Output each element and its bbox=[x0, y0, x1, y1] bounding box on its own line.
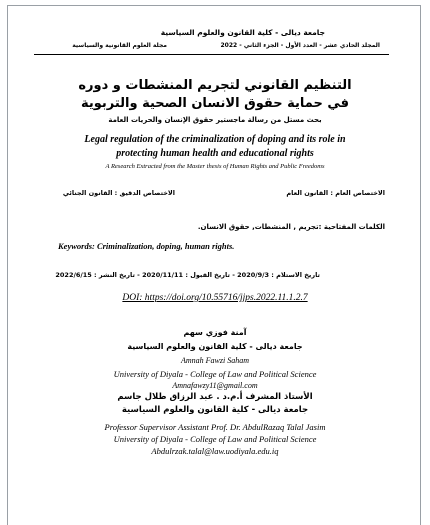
author-email[interactable]: Amnafawzy11@gmail.com bbox=[172, 381, 258, 390]
doi-link-text[interactable]: DOI: https://doi.org/10.55716/jjps.2022.11.1.2.7 bbox=[122, 293, 308, 303]
specialization-general: الاختصاص العام : القانون العام bbox=[286, 189, 385, 197]
title-english-line2: protecting human health and educational rights bbox=[116, 148, 314, 159]
header-divider bbox=[34, 54, 389, 55]
specialization-specific: الاختصاص الدقيق : القانون الجنائي bbox=[62, 189, 175, 197]
supervisor-affiliation-arabic: جامعة ديالى - كلية القانون والعلوم السياسية bbox=[121, 405, 309, 415]
author-name-arabic: آمنة فوزي سهم bbox=[183, 328, 247, 337]
title-english-line1: Legal regulation of the criminalization of doping and its role in bbox=[84, 134, 346, 145]
doi-link[interactable] bbox=[0, 294, 430, 304]
supervisor-name-english: Professor Supervisor Assistant Prof. Dr. AbdulRazaq Talal Jasim bbox=[104, 422, 326, 432]
keywords-arabic: الكلمات المفتاحية :تجريم , المنشطات, حقوق الانسان. bbox=[197, 223, 385, 231]
keywords-english: Keywords: Criminalization, doping, human rights. bbox=[58, 241, 235, 251]
subtitle-english: A Research Extracted from the Master thesis of Human Rights and Public Freedoms bbox=[105, 163, 325, 170]
supervisor-email[interactable]: Abdulrzak.talal@law.uodiyala.edu.iq bbox=[151, 446, 279, 456]
title-arabic-line1: التنظيم القانوني لتجريم المنشطات و دوره bbox=[78, 78, 352, 93]
supervisor-affiliation-english: University of Diyala - College of Law and Political Science bbox=[113, 434, 317, 444]
header-journal-name: مجلة العلوم القانونية والسياسية bbox=[72, 42, 167, 49]
dates: تاريخ الاستلام : 2020/9/3 - تاريخ القبول : 2020/11/11 - تاريخ النشر : 2022/6/15 bbox=[55, 271, 320, 279]
author-affiliation-arabic: جامعة ديالى - كلية القانون والعلوم السياسية bbox=[127, 342, 303, 351]
supervisor-name-arabic: الأستاذ المشرف أ.م.د . عبد الرزاق طلال جاسم bbox=[117, 392, 313, 402]
header-volume: المجلد الحادي عشر - العدد الأول - الجزء الثاني - 2022 bbox=[220, 42, 380, 49]
title-arabic-line2: في حماية حقوق الانسان الصحية والتربوية bbox=[80, 96, 350, 111]
author-name-english: Amnah Fawzi Saham bbox=[181, 356, 249, 365]
subtitle-arabic: بحث مستل من رسالة ماجستير حقوق الإنسان والحريات العامة bbox=[108, 116, 322, 124]
header-journal: جامعة ديالى - كلية القانون والعلوم السياسية bbox=[160, 28, 325, 37]
author-affiliation-english: University of Diyala - College of Law and Political Science bbox=[113, 369, 317, 379]
